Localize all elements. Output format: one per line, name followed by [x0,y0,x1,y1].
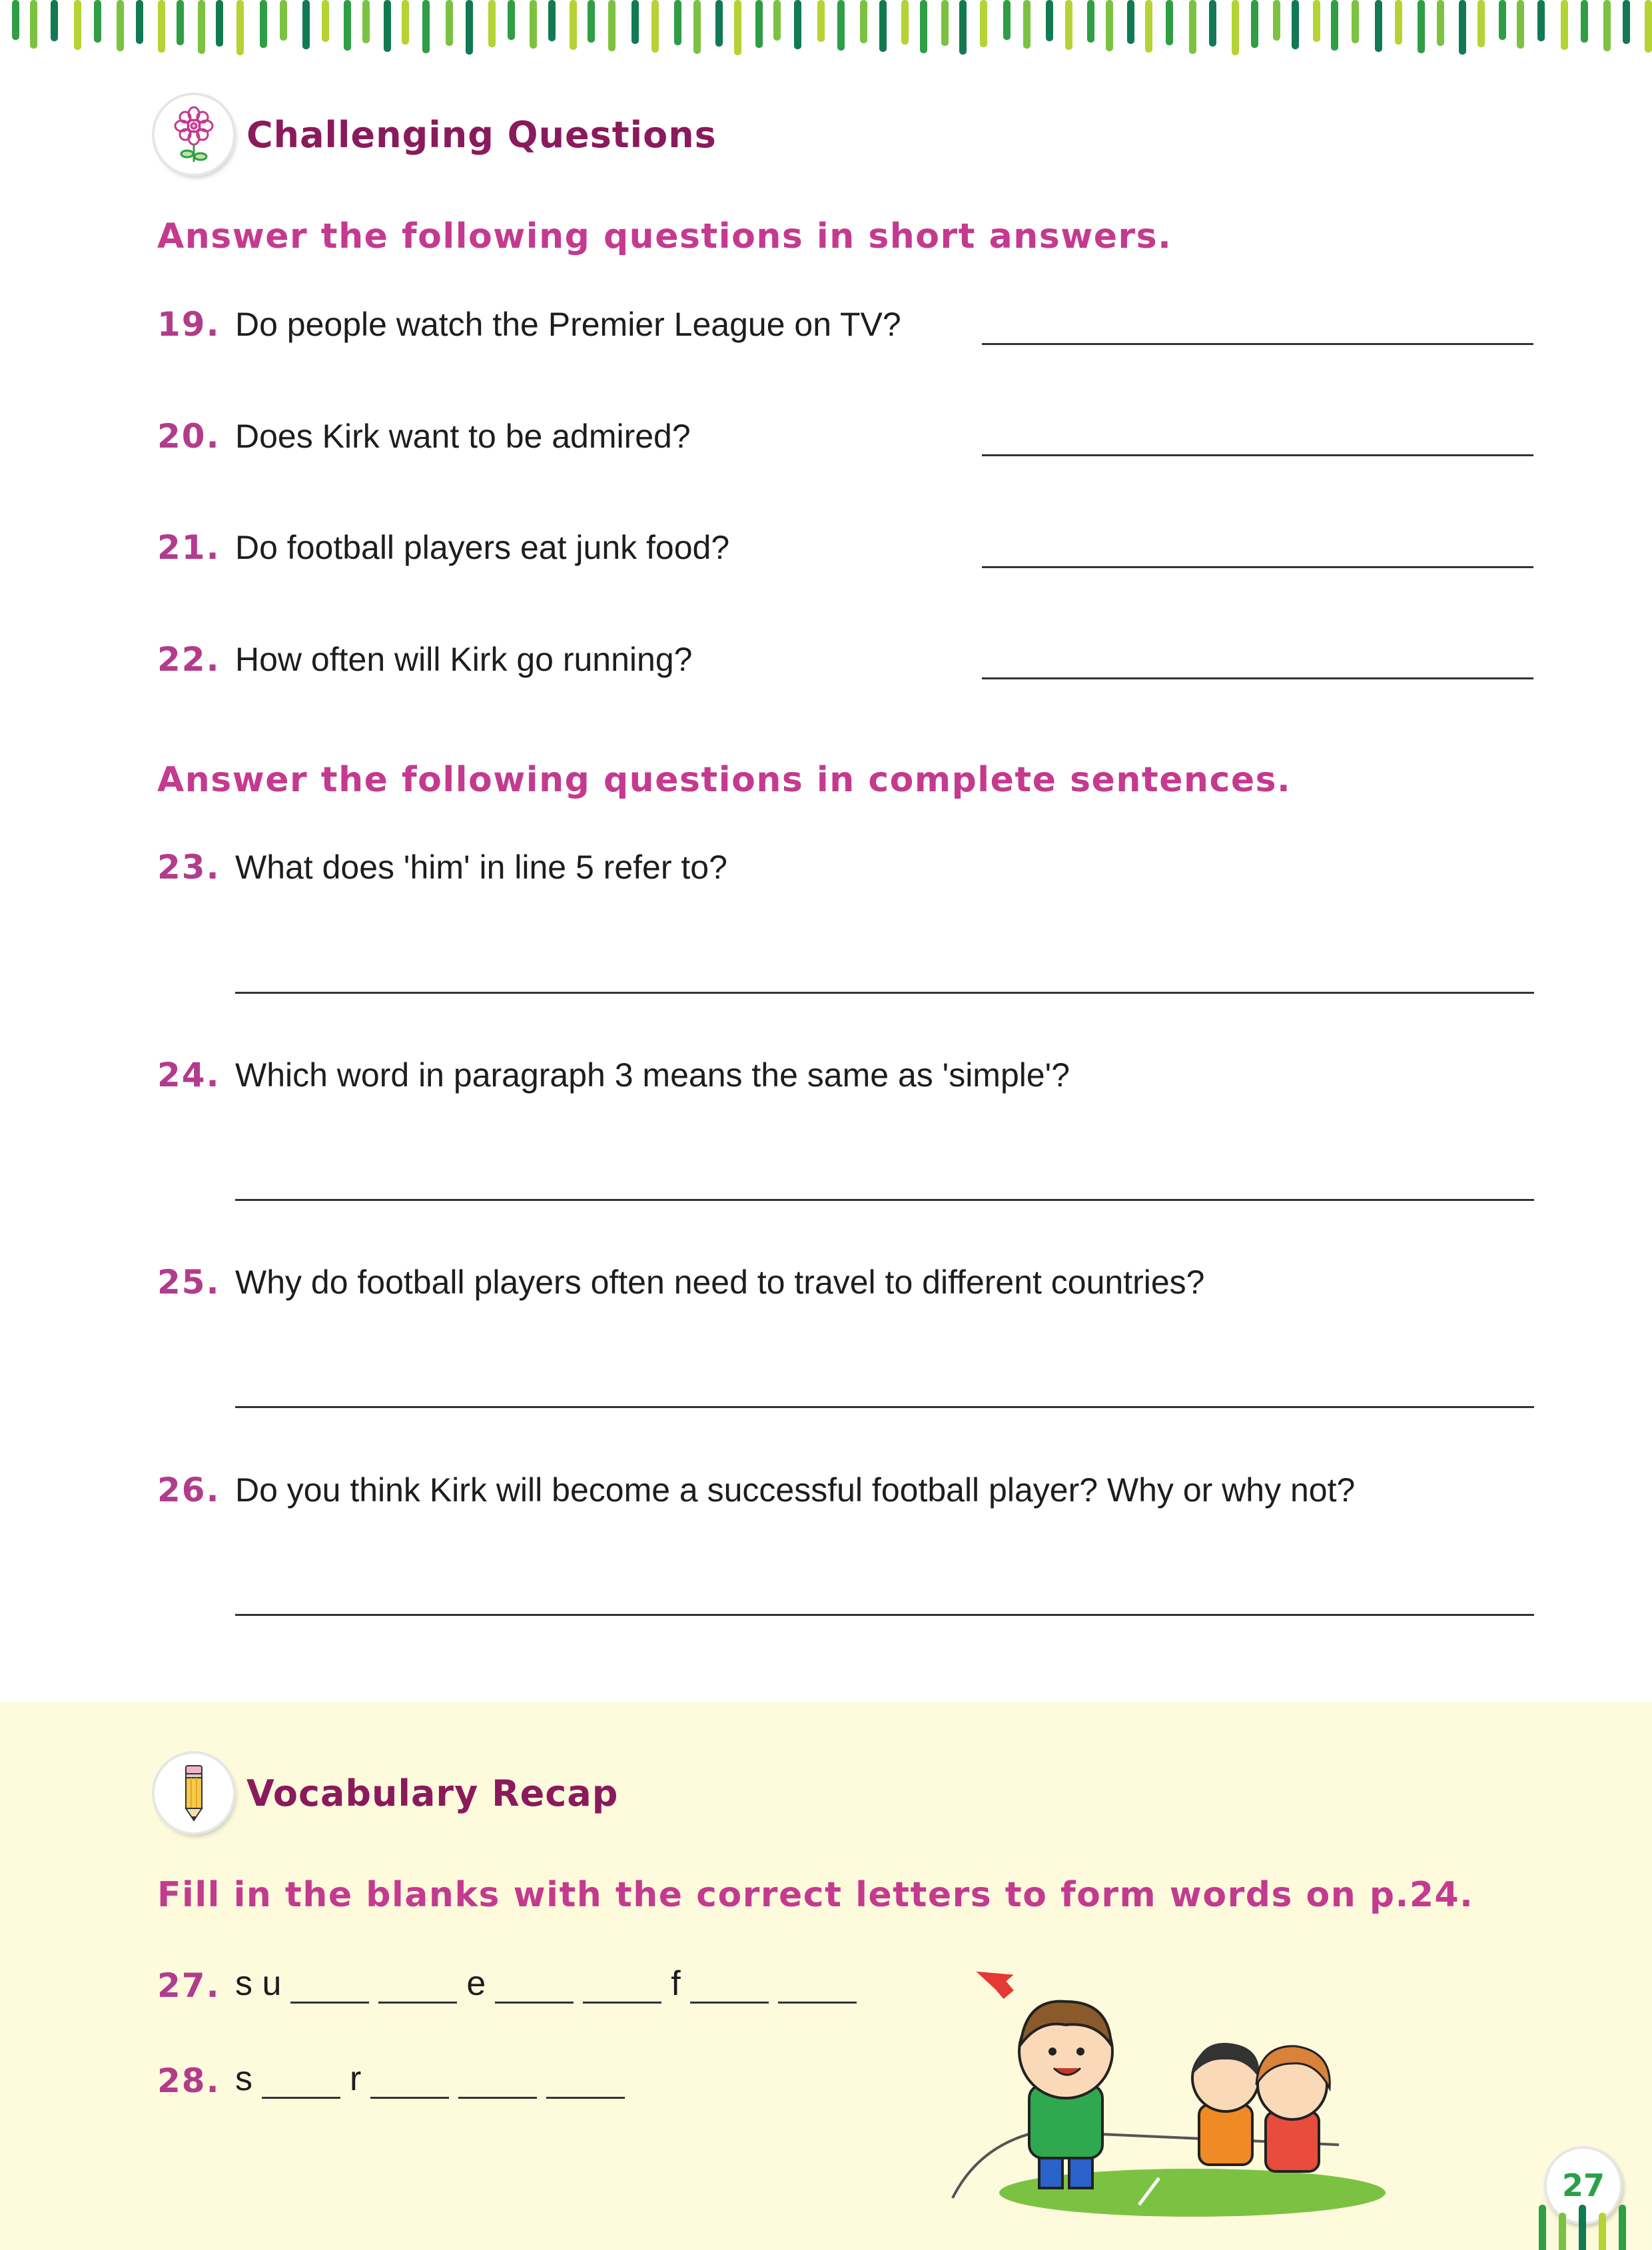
stripe [734,0,741,55]
question-text: Does Kirk want to be admired? [235,418,691,455]
answer-line[interactable] [235,1614,1534,1616]
letter-blanks-row [235,1964,866,2004]
answer-line[interactable] [982,454,1533,456]
stripe [488,0,496,47]
stripe [1046,0,1053,41]
stripe [1537,0,1545,41]
stripe [959,0,967,55]
stripe [402,0,409,45]
stripe [1331,0,1338,51]
stripe [362,0,370,43]
stripe [530,0,537,49]
given-letter: f [671,1964,681,2003]
question-text: What does 'him' in line 5 refer to? [235,849,727,886]
stripe [860,0,867,43]
letter-blank[interactable] [778,1968,857,2004]
question-text: Do people watch the Premier League on TV? [235,306,901,343]
stripe [1539,2205,1546,2250]
stripe [1499,0,1506,40]
stripe [1189,0,1196,54]
stripe [980,0,987,47]
letter-blank[interactable] [370,2063,449,2099]
stripe [588,0,595,43]
stripe [794,0,801,49]
stripe [302,0,310,49]
stripe [1251,0,1258,48]
stripe [384,0,391,52]
stripe [817,0,825,42]
stripe [74,0,81,50]
question-number: 20. [157,417,220,456]
stripe [466,0,473,55]
stripe [1559,2213,1566,2250]
stripe [280,0,287,41]
stripe [1579,2205,1586,2250]
given-letter: r [350,2060,362,2098]
given-letter: s u [235,1964,282,2003]
stripe [1023,0,1031,49]
stripe [508,0,515,40]
letter-blank[interactable] [546,2063,625,2099]
tug-of-war-illustration [939,1945,1419,2225]
stripe [260,0,267,48]
stripe [837,0,845,51]
stripe [1517,0,1524,49]
question-number: 25. [157,1263,220,1302]
stripe [1619,2205,1626,2250]
stripe [1623,0,1630,44]
stripe [1003,0,1011,40]
stripe [715,0,723,47]
question-text: Why do football players often need to travel to different countries? [235,1264,1205,1301]
letter-blank[interactable] [378,1968,457,2004]
letter-blank[interactable] [290,1968,369,2004]
pencil-icon [155,1754,233,1832]
stripe [322,0,329,42]
stripe [548,0,556,41]
stripe [631,0,639,44]
red-arrow-icon [976,1954,1021,2001]
question-number: 28. [157,2062,220,2100]
question-number: 22. [157,640,220,679]
answer-line[interactable] [982,566,1533,568]
stripe [1292,0,1299,49]
question-text: Do football players eat junk food? [235,529,730,566]
stripe [755,0,763,48]
stripe [1581,0,1588,43]
question-number: 21. [157,528,220,567]
stripe [1166,0,1173,45]
stripe [651,0,659,53]
given-letter: e [466,1964,486,2003]
letter-blank[interactable] [262,2063,340,2099]
stripe [51,0,58,41]
stripe [901,0,909,45]
stripe [158,0,165,53]
stripe [1065,0,1072,50]
stripe [941,0,949,46]
stripe [422,0,430,53]
stripe [1375,0,1382,52]
stripe [1352,0,1359,43]
question-text: Which word in paragraph 3 means the same as 'simple'? [235,1056,1070,1094]
page-number: 27 [1544,2146,1623,2225]
question-number: 24. [157,1056,220,1094]
question-number: 27. [157,1966,220,2005]
stripe [1232,0,1239,55]
question-number: 23. [157,848,220,887]
stripe [773,0,781,41]
letter-blank[interactable] [458,2063,537,2099]
stripe [136,0,143,44]
stripe [12,0,19,40]
girl-figures [1192,2043,1330,2171]
letter-blanks-row [235,2059,634,2099]
answer-line[interactable] [235,1406,1534,1408]
stripe [198,0,205,54]
stripe [216,0,223,47]
stripe [1561,0,1568,50]
stripe [177,0,184,45]
stripe [446,0,453,46]
stripe [693,0,701,54]
stripe [1395,0,1402,45]
stripe [1087,0,1094,43]
stripe [94,0,101,43]
stripe [608,0,616,51]
short-answer-instruction: Answer the following questions in short answers. [157,216,1172,256]
top-stripe-border [0,0,1652,56]
question-text: How often will Kirk go running? [235,641,693,678]
answer-line[interactable] [982,343,1533,345]
stripe [236,0,244,55]
stripe [344,0,351,51]
question-number: 26. [157,1471,220,1509]
stripe [1127,0,1134,44]
stripe [1106,0,1113,51]
stripe [1603,0,1611,51]
stripe [1145,0,1152,53]
complete-sentence-instruction: Answer the following questions in complete sentences. [157,760,1292,800]
letter-blank[interactable] [690,1968,769,2004]
stripe [1459,0,1466,55]
stripe [1437,0,1444,46]
stripe [1313,0,1320,42]
boy-figure [1019,2002,1112,2188]
vocabulary-recap-header [155,1754,618,1832]
given-letter: s [235,2060,252,2098]
vocabulary-instruction: Fill in the blanks with the correct letters to form words on p.24. [157,1875,1474,1915]
answer-line[interactable] [235,992,1534,994]
stripe [570,0,577,50]
answer-line[interactable] [982,677,1533,679]
question-text: Do you think Kirk will become a successful football player? Why or why not? [235,1471,1356,1509]
stripe [30,0,37,49]
stripe [1599,2213,1606,2250]
section-title: Challenging Questions [246,113,717,156]
question-number: 19. [157,305,220,344]
stripe [1645,0,1652,53]
stripe [1273,0,1280,41]
stripe [1477,0,1485,47]
stripe [674,0,681,45]
flower-icon [155,95,233,174]
section-title: Vocabulary Recap [246,1772,619,1814]
stripe [920,0,927,53]
stripe [879,0,887,52]
letter-blank[interactable] [495,1968,574,2004]
stripe [1418,0,1425,53]
corner-stripe-decoration [1532,2198,1652,2250]
challenging-questions-header [155,95,717,174]
stripe [1209,0,1216,47]
letter-blank[interactable] [583,1968,661,2004]
stripe [117,0,124,51]
answer-line[interactable] [235,1199,1534,1201]
